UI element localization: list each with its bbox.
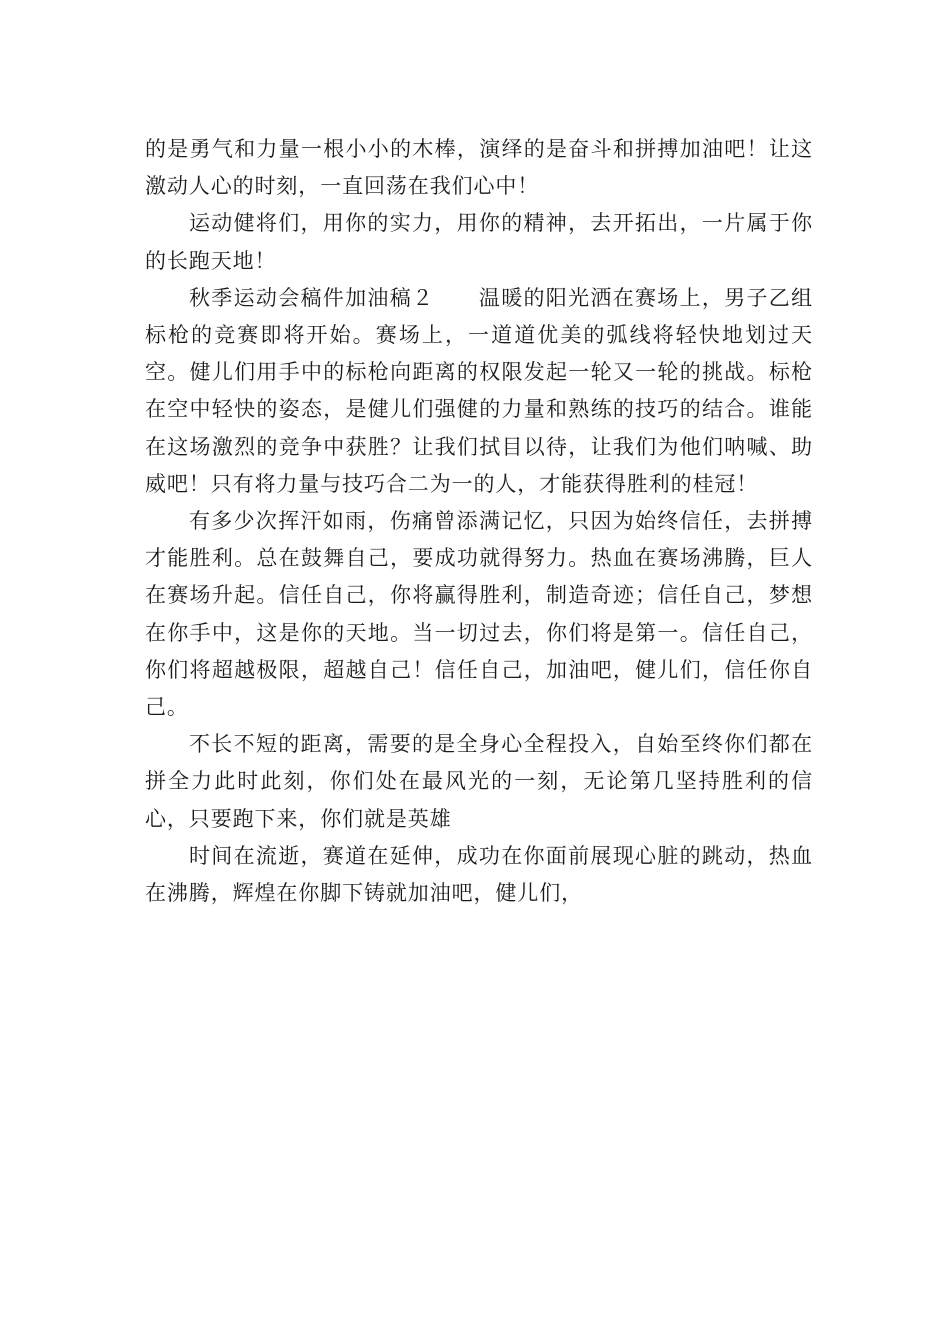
document-body — [145, 131, 813, 912]
paragraph: 不长不短的距离，需要的是全身心全程投入，自始至终你们都在拼全力此时此刻，你们处在最风光的一刻，无论第几坚持胜利的信心，只要跑下来，你们就是英雄 — [145, 732, 813, 831]
paragraph: 有多少次挥汗如雨，伤痛曾添满记忆，只因为始终信任，去拼搏才能胜利。总在鼓舞自己，要成功就得努力。热血在赛场沸腾，巨人在赛场升起。信任自己，你将赢得胜利，制造奇迹；信任自己，梦想在你手中，这是你的天地。当一切过去，你们将是第一。信任自己，你们将超越极限，超越自己！信任自己，加油吧，健儿们，信任你自己。 — [145, 509, 813, 720]
paragraph: 运动健将们，用你的实力，用你的精神，去开拓出，一片属于你的长跑天地！ — [145, 211, 813, 273]
paragraph-continuation: 的是勇气和力量一根小小的木棒，演绎的是奋斗和拼搏加油吧！让这激动人心的时刻，一直回荡在我们心中！ — [145, 137, 813, 199]
paragraph-heading-autumn-sports: 秋季运动会稿件加油稿２ 温暖的阳光洒在赛场上，男子乙组标枪的竞赛即将开始。赛场上，一道道优美的弧线将轻快地划过天空。健儿们用手中的标枪向距离的权限发起一轮又一轮的挑战。标枪在空中轻快的姿态，是健儿们强健的力量和熟练的技巧的结合。谁能在这场激烈的竞争中获胜？让我们拭目以待，让我们为他们呐喊、助威吧！只有将力量与技巧合二为一的人，才能获得胜利的桂冠！ — [145, 285, 813, 496]
paragraph: 时间在流逝，赛道在延伸，成功在你面前展现心脏的跳动，热血在沸腾，辉煌在你脚下铸就加油吧，健儿们， — [145, 843, 813, 906]
